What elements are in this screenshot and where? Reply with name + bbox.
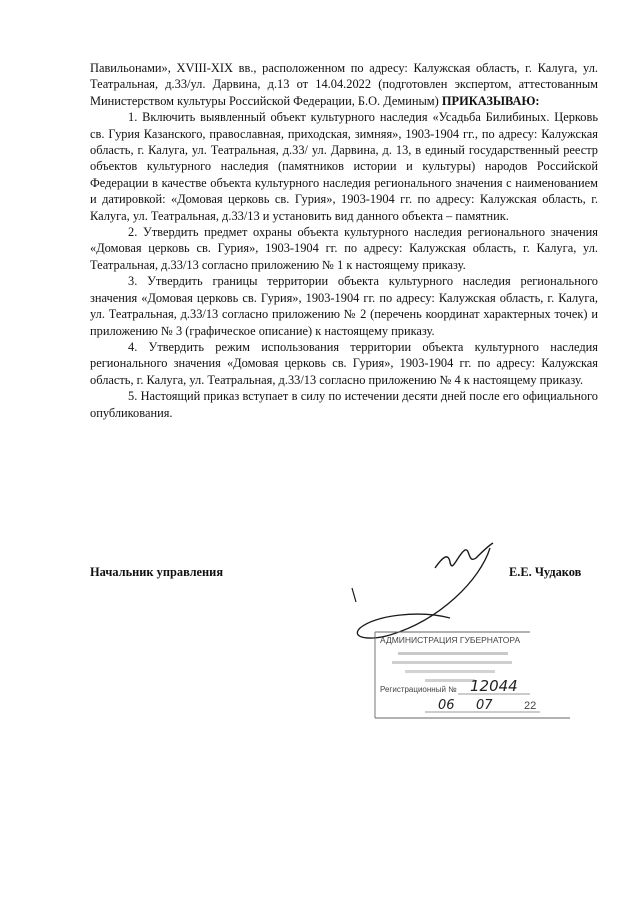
intro-paragraph bbox=[90, 60, 598, 109]
order-item-4: 4. Утвердить режим использования территории объекта культурного наследия регионального значения «Домовая церковь св. Гурия», 1903-1904 гг. по адресу: Калужская область, г. Калуга, ул. Театральная, д.33/13 согласно приложению № 4 к настоящему приказу. bbox=[90, 339, 598, 387]
signer-position: Начальник управления bbox=[90, 565, 224, 579]
stamp-date-year: 22 bbox=[524, 700, 537, 712]
stamp-faint-line bbox=[425, 679, 475, 682]
stamp-faint-line bbox=[405, 670, 495, 673]
intro-text: Павильонами», XVIII-XIX вв., расположенном по адресу: Калужская область, г. Калуга, ул. Театральная, д.33/ул. Дарвина, д.13 от 14.04.2022 (подготовлен экспертом, аттестованным Министерством культуры Российской Федерации, Б.О. Деминым) bbox=[90, 61, 598, 108]
signature-and-registration-stamp bbox=[330, 540, 600, 725]
stamp-date-month: 07 bbox=[476, 698, 493, 713]
signature-tick bbox=[352, 588, 356, 602]
order-keyword: ПРИКАЗЫВАЮ: bbox=[441, 93, 540, 108]
order-item-3: 3. Утвердить границы территории объекта культурного наследия регионального значения «Домовая церковь св. Гурия», 1903-1904 гг. по адресу: Калужская область, г. Калуга, ул. Театральная, д.33/13 согласно приложению № 2 (перечень координат характерных точек) и приложению № 3 (графическое описание) к настоящему приказу. bbox=[90, 274, 598, 338]
stamp-header: АДМИНИСТРАЦИЯ ГУБЕРНАТОРА bbox=[380, 635, 521, 645]
signature-scribble bbox=[435, 543, 493, 568]
order-item-5: 5. Настоящий приказ вступает в силу по истечении десяти дней после его официального опубликования. bbox=[90, 389, 598, 420]
stamp-reg-label: Регистрационный № bbox=[380, 685, 457, 694]
stamp-date-day: 06 bbox=[438, 698, 455, 713]
order-item-1: 1. Включить выявленный объект культурного наследия «Усадьба Билибиных. Церковь св. Гурия Казанского, православная, приходская, зимняя», 1903-1904 гг., по адресу: Калужская область, г. Калуга, ул. Театральная, д.33/ ул. Дарвина, д. 13, в единый государственный реестр объектов культурного наследия (памятников истории и культуры) народов Российской Федерации в качестве объекта культурного наследия регионального значения с наименованием и датировкой: «Домовая церковь св. Гурия», 1903-1904 гг. по адресу: Калужская область, г. Калуга, ул. Театральная, д.33/13 и установить вид данного объекта – памятник. bbox=[90, 110, 598, 223]
order-body bbox=[90, 60, 598, 421]
signer-name: Е.Е. Чудаков bbox=[509, 565, 582, 579]
stamp-faint-line bbox=[392, 661, 512, 664]
stamp-faint-line bbox=[398, 652, 508, 655]
signature-long-stroke bbox=[357, 548, 490, 638]
stamp-reg-number: 12044 bbox=[470, 677, 518, 695]
order-item-2: 2. Утвердить предмет охраны объекта культурного наследия регионального значения «Домовая церковь св. Гурия», 1903-1904 гг. по адресу: Калужская область, г. Калуга, ул. Театральная, д.33/13 согласно приложению № 1 к настоящему приказу. bbox=[90, 225, 598, 272]
